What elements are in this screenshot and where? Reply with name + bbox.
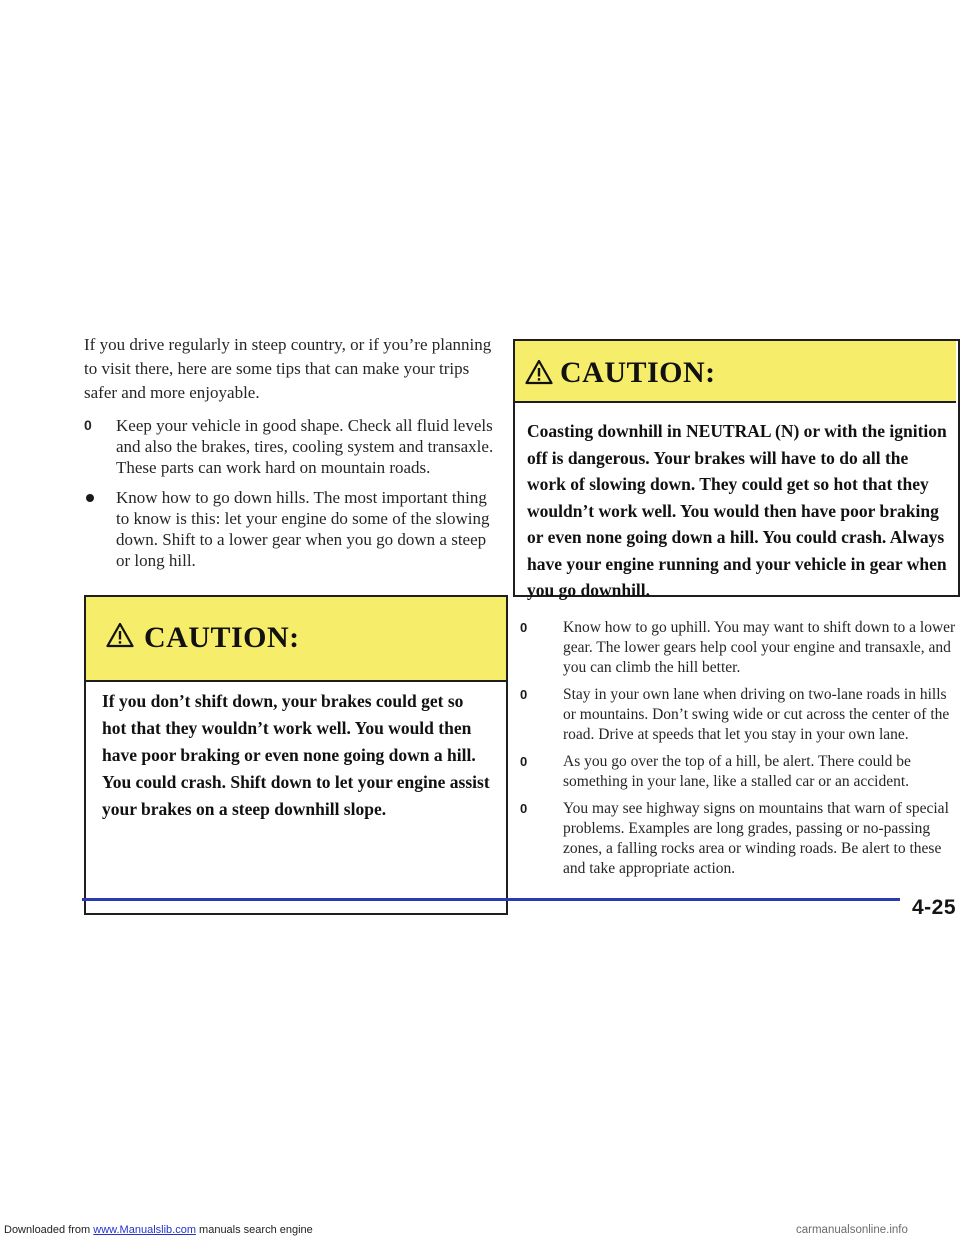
bullet-text: Know how to go uphill. You may want to shift down to a lower gear. The lower gears help cool your engine and transaxle, and you can climb the hill better. <box>563 619 956 676</box>
caution-title: CAUTION: <box>560 356 716 389</box>
watermark: carmanualsonline.info <box>796 1224 908 1236</box>
bullet-dot-icon <box>86 494 94 502</box>
bullet-marker: 0 <box>520 687 528 702</box>
manualslib-link[interactable]: www.Manualslib.com <box>93 1224 196 1236</box>
footer-suffix: manuals search engine <box>195 1224 313 1236</box>
bullet-marker: 0 <box>520 754 528 769</box>
caution-header <box>515 341 956 403</box>
footer-prefix: Downloaded from <box>4 1224 94 1236</box>
warning-triangle-icon <box>525 359 553 385</box>
bullet-text: You may see highway signs on mountains that warn of special problems. Examples are long grades, passing or no-passing zones, a falling rocks area or winding roads. Be alert to these and take appropriate action. <box>563 800 949 877</box>
bullet-text: As you go over the top of a hill, be alert. There could be something in your lane, like a stalled car or an accident. <box>563 753 911 790</box>
bullet-marker: 0 <box>520 620 528 635</box>
page-number: 4-25 <box>912 896 957 919</box>
warning-triangle-icon <box>106 622 134 648</box>
caution-body: Coasting downhill in NEUTRAL (N) or with the ignition off is dangerous. Your brakes will have to do all the work of slowing down. They could get so hot that they wouldn’t work well. You would then have poor braking or even none going down a hill. You could crash. Always have your engine running and your vehicle in gear when you go downhill. <box>527 421 947 600</box>
caution-box-right <box>513 339 960 600</box>
page-rule <box>82 898 900 901</box>
caution-box-left <box>84 595 508 915</box>
bullet-text: Stay in your own lane when driving on two-lane roads in hills or mountains. Don’t swing wide or cut across the center of the road. Drive at speeds that let you stay in your own lane. <box>563 686 950 743</box>
list-item <box>520 618 960 678</box>
intro-paragraph: If you drive regularly in steep country, or if you’re planning to visit there, here are some tips that can make your trips safer and more enjoyable. <box>84 335 492 402</box>
left-bullet-list <box>84 415 504 571</box>
download-footer <box>4 1224 313 1236</box>
bullet-text: Know how to go down hills. The most important thing to know is this: let your engine do some of the slowing down. Shift to a lower gear when you go down a steep or long hill. <box>116 488 490 570</box>
list-item <box>84 487 504 571</box>
right-bullet-list <box>520 618 960 886</box>
list-item <box>84 415 504 478</box>
list-item <box>520 685 960 745</box>
bullet-marker: 0 <box>84 417 92 433</box>
caution-title: CAUTION: <box>144 621 300 654</box>
caution-header <box>86 597 506 682</box>
caution-body: If you don’t shift down, your brakes could get so hot that they wouldn’t work well. You would then have poor braking or even none going down a hill. You could crash. Shift down to let your engine assist your brakes on a steep downhill slope. <box>102 691 490 819</box>
list-item <box>520 752 960 792</box>
bullet-text: Keep your vehicle in good shape. Check all fluid levels and also the brakes, tires, cooling system and transaxle. These parts can work hard on mountain roads. <box>116 416 494 477</box>
list-item <box>520 799 960 879</box>
left-column <box>84 333 504 580</box>
bullet-marker: 0 <box>520 801 528 816</box>
